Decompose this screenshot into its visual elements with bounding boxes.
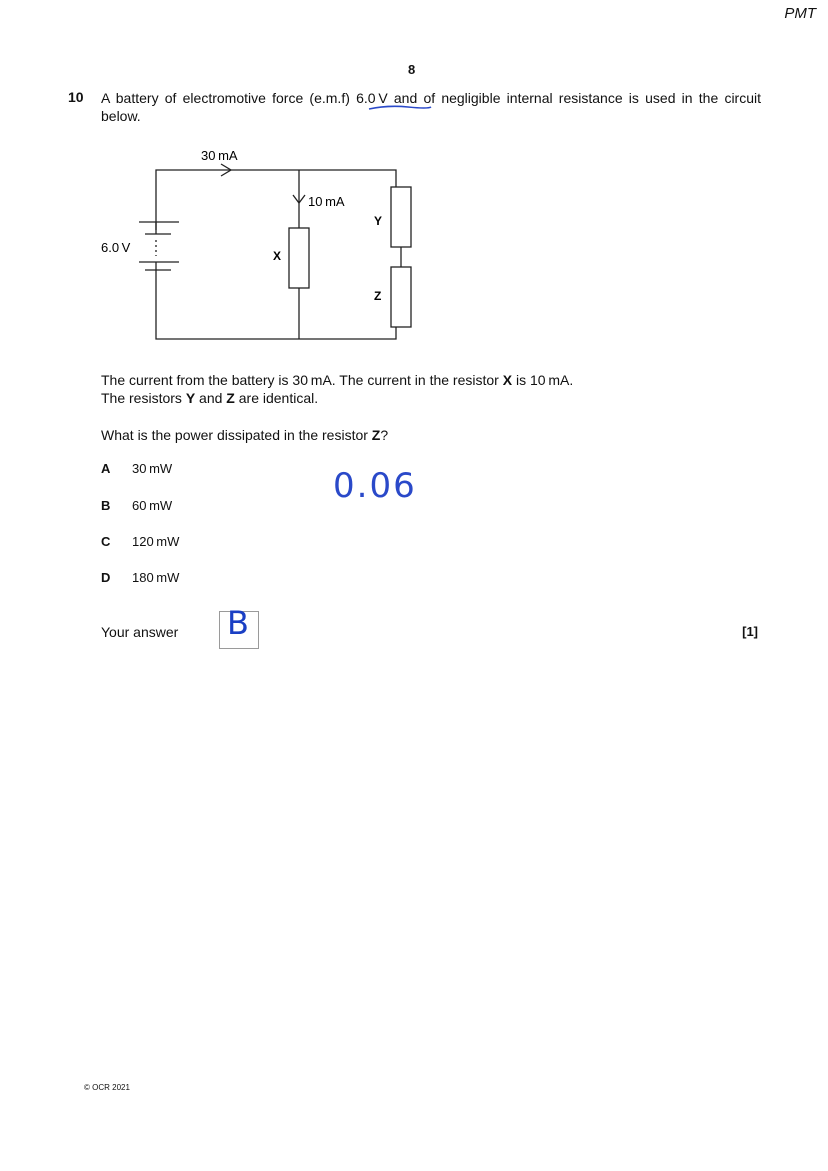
answer-label: Your answer [101,624,179,640]
resistor-x [289,228,309,288]
resistor-z-label: Z [374,289,382,303]
resistor-y [391,187,411,247]
para1-bold-x: X [502,372,513,388]
para1-text-a: The current from the battery is 30 mA. The current in the resistor [101,372,503,388]
handwritten-working: 0.06 [333,466,417,506]
option-a-letter: A [101,461,111,476]
main-current-label: 30 mA [201,148,238,163]
para1-text-c: is 10 mA. [512,372,574,388]
para2-bold-y: Y [185,390,196,406]
top-wire [156,170,396,230]
option-b-text: 60 mW [132,498,173,513]
para2-bold-z: Z [226,390,235,406]
prompt-text-a: What is the power dissipated in the resistor [101,427,372,443]
resistor-x-label: X [273,249,282,263]
para2-text-e: are identical. [234,390,319,406]
watermark-text: PMT [784,5,816,22]
option-d-text: 180 mW [132,570,180,585]
page-number: 8 [408,62,416,77]
resistor-y-label: Y [374,214,383,228]
para2-text-c: and [195,390,227,406]
paragraph-identical [101,389,318,407]
paragraph-current [101,371,573,389]
question-number: 10 [68,89,84,105]
circuit-diagram [95,140,425,360]
option-a-text: 30 mW [132,461,173,476]
battery-voltage-label: 6.0 V [101,240,131,255]
resistor-z [391,267,411,327]
para2-text-a: The resistors [101,390,186,406]
prompt-text-c: ? [380,427,389,443]
copyright-footer: © OCR 2021 [84,1083,130,1092]
handwritten-answer: B [227,604,249,642]
marks-label: [1] [742,624,758,639]
prompt-bold-z: Z [371,427,381,443]
branch-current-label: 10 mA [308,194,345,209]
option-d-letter: D [101,570,111,585]
handwritten-underline [368,104,432,112]
question-prompt [101,426,388,444]
question-stem: A battery of electromotive force (e.m.f) 6.0 V and of negligible internal resistance is used in the circuit below. [101,90,761,124]
option-c-letter: C [101,534,111,549]
option-c-text: 120 mW [132,534,180,549]
bottom-wire [156,270,396,339]
option-b-letter: B [101,498,111,513]
